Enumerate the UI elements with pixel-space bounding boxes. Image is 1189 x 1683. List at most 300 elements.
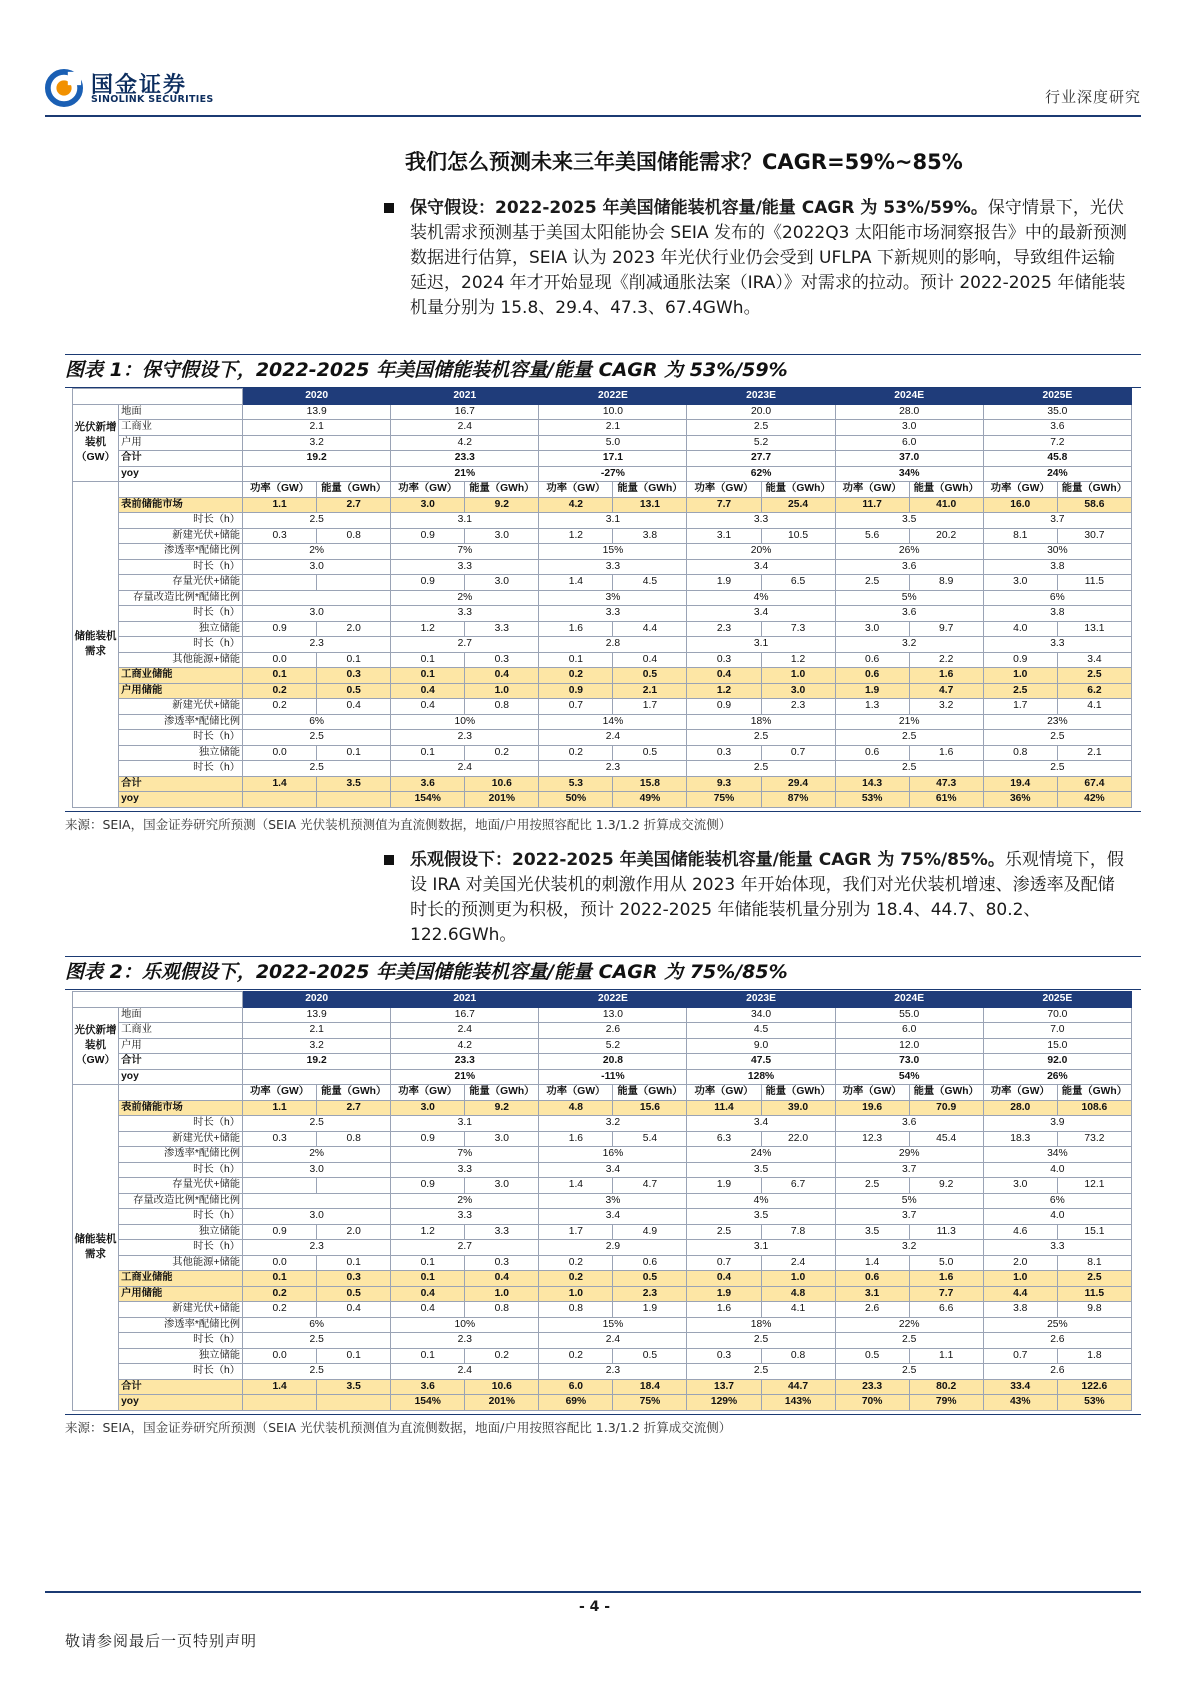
power-cell: 8.1 — [983, 528, 1057, 544]
row-label: 户用储能 — [119, 1286, 243, 1302]
data-cell: 3.2 — [243, 435, 391, 451]
power-cell: 0.7 — [983, 1348, 1057, 1364]
paragraph-optimistic-body: 乐观情境下，假设 IRA 对美国光伏装机的刺激作用从 2023 年开始体现，我们对光伏装机增速、渗透率及配储时长的预测更为积极，预计 2022-2025 年储能装机量分别为 18.4、44.7、80.2、122.6GWh。 — [410, 850, 1124, 945]
row-label: 存量改造比例*配储比例 — [119, 1193, 243, 1209]
merged-cell: 14% — [539, 714, 687, 730]
power-cell: 0.8 — [983, 745, 1057, 761]
energy-header-cell: 能量（GWh） — [465, 482, 539, 498]
paragraph-conservative-body: 保守情景下，光伏装机需求预测基于美国太阳能协会 SEIA 发布的《2022Q3 太阳能市场洞察报告》中的最新预测数据进行估算，SEIA 认为 2023 年光伏行业仍会受到 UFLPA 下新规则的影响，导致组件运输延迟，2024 年才开始显现《削减通胀法案（IRA）》对需求的拉动。预计 2022-2025 年储能装机量分别为 15.8、29.4、47.3、67.4GWh。 — [410, 198, 1127, 318]
merged-cell: 3.1 — [539, 513, 687, 529]
energy-cell: 45.4 — [909, 1131, 983, 1147]
energy-cell: 80.2 — [909, 1379, 983, 1395]
es-group-label: 储能装机需求 — [73, 482, 119, 808]
energy-cell: 0.5 — [613, 1348, 687, 1364]
storage-row — [73, 1348, 1132, 1364]
merged-cell: 34% — [983, 1147, 1131, 1163]
power-cell: 13.7 — [687, 1379, 761, 1395]
energy-header-cell: 能量（GWh） — [1057, 1085, 1131, 1101]
power-cell: 0.7 — [687, 1255, 761, 1271]
data-cell: 15.0 — [983, 1038, 1131, 1054]
bullet-square-icon — [384, 203, 394, 213]
row-label: 时长（h） — [119, 606, 243, 622]
merged-cell: 3.3 — [983, 637, 1131, 653]
data-cell: 2.4 — [391, 1023, 539, 1039]
storage-row — [73, 528, 1132, 544]
energy-cell: 3.0 — [761, 683, 835, 699]
energy-cell — [317, 1395, 391, 1411]
row-label: 独立储能 — [119, 1224, 243, 1240]
data-cell: 34.0 — [687, 1007, 835, 1023]
row-label: 表前储能市场 — [119, 497, 243, 513]
data-cell: 62% — [687, 466, 835, 482]
energy-cell: 12.1 — [1057, 1178, 1131, 1194]
power-cell: 0.0 — [243, 745, 317, 761]
energy-cell: 2.5 — [1057, 668, 1131, 684]
storage-row — [73, 513, 1132, 529]
merged-cell: 2.5 — [243, 730, 391, 746]
energy-cell: 42% — [1057, 792, 1131, 808]
merged-cell: 24% — [687, 1147, 835, 1163]
energy-cell: 0.4 — [317, 1302, 391, 1318]
row-label: 时长（h） — [119, 559, 243, 575]
data-cell: 21% — [391, 1069, 539, 1085]
power-cell: 11.7 — [835, 497, 909, 513]
energy-header-cell: 能量（GWh） — [1057, 482, 1131, 498]
merged-cell: 20% — [687, 544, 835, 560]
energy-cell: 3.5 — [317, 776, 391, 792]
energy-cell: 1.0 — [761, 668, 835, 684]
energy-cell: 1.0 — [465, 1286, 539, 1302]
row-label: 工商业储能 — [119, 668, 243, 684]
merged-cell: 3.1 — [687, 637, 835, 653]
data-cell: 3.0 — [835, 420, 983, 436]
row-label: yoy — [119, 792, 243, 808]
power-cell: 3.0 — [835, 621, 909, 637]
power-cell: 3.0 — [391, 497, 465, 513]
merged-cell: 6% — [243, 1317, 391, 1333]
power-cell: 16.0 — [983, 497, 1057, 513]
data-cell: 4.2 — [391, 1038, 539, 1054]
merged-cell: 3.3 — [687, 513, 835, 529]
power-cell: 0.1 — [391, 745, 465, 761]
energy-cell: 0.8 — [317, 1131, 391, 1147]
energy-cell: 0.3 — [317, 1271, 391, 1287]
energy-cell: 13.1 — [613, 497, 687, 513]
energy-header-cell: 能量（GWh） — [317, 482, 391, 498]
energy-cell: 2.7 — [317, 497, 391, 513]
power-cell: 0.9 — [539, 683, 613, 699]
data-cell — [243, 1069, 391, 1085]
energy-cell: 49% — [613, 792, 687, 808]
merged-cell: 3.8 — [983, 606, 1131, 622]
power-cell: 53% — [835, 792, 909, 808]
energy-cell: 13.1 — [1057, 621, 1131, 637]
energy-cell: 3.0 — [465, 528, 539, 544]
energy-cell: 4.8 — [761, 1286, 835, 1302]
power-cell: 4.4 — [983, 1286, 1057, 1302]
energy-cell: 7.7 — [909, 1286, 983, 1302]
storage-row — [73, 621, 1132, 637]
merged-cell: 2.5 — [835, 1333, 983, 1349]
pv-group-label: 光伏新增装机（GW） — [73, 404, 119, 482]
energy-cell: 1.9 — [613, 1302, 687, 1318]
year-header-cell: 2020 — [243, 389, 391, 405]
merged-cell: 2.5 — [243, 1364, 391, 1380]
row-label: 独立储能 — [119, 745, 243, 761]
energy-cell: 0.1 — [317, 652, 391, 668]
storage-row — [73, 606, 1132, 622]
storage-row — [73, 497, 1132, 513]
merged-cell: 3.6 — [835, 559, 983, 575]
merged-cell: 3.4 — [687, 1116, 835, 1132]
power-cell: 0.1 — [391, 1271, 465, 1287]
energy-cell: 5.0 — [909, 1255, 983, 1271]
header-divider — [45, 115, 1141, 117]
energy-cell: 1.6 — [909, 668, 983, 684]
energy-cell: 11.5 — [1057, 575, 1131, 591]
storage-row — [73, 1317, 1132, 1333]
merged-cell: 2.4 — [539, 730, 687, 746]
energy-cell: 67.4 — [1057, 776, 1131, 792]
energy-cell: 3.2 — [909, 699, 983, 715]
power-header-cell: 功率（GW） — [687, 1085, 761, 1101]
power-cell: 3.0 — [983, 1178, 1057, 1194]
power-cell: 0.1 — [391, 668, 465, 684]
storage-row — [73, 590, 1132, 606]
energy-cell: 0.1 — [317, 745, 391, 761]
power-cell: 0.9 — [391, 575, 465, 591]
power-header-cell: 功率（GW） — [687, 482, 761, 498]
data-cell: 2.1 — [243, 1023, 391, 1039]
merged-cell: 6% — [983, 1193, 1131, 1209]
power-cell: 1.2 — [687, 683, 761, 699]
source-divider — [65, 811, 1141, 812]
power-header-cell: 功率（GW） — [539, 482, 613, 498]
merged-cell: 3.7 — [983, 513, 1131, 529]
energy-cell: 0.1 — [317, 1348, 391, 1364]
power-cell: 9.3 — [687, 776, 761, 792]
merged-cell: 26% — [835, 544, 983, 560]
merged-cell: 3.9 — [983, 1116, 1131, 1132]
footer-divider — [45, 1591, 1141, 1593]
merged-cell: 3.4 — [687, 559, 835, 575]
data-cell — [243, 466, 391, 482]
power-cell: 0.0 — [243, 1255, 317, 1271]
power-cell: 0.3 — [243, 1131, 317, 1147]
power-cell: 1.9 — [687, 1286, 761, 1302]
energy-cell: 11.5 — [1057, 1286, 1131, 1302]
merged-cell: 3.0 — [243, 559, 391, 575]
merged-cell: 2.5 — [835, 761, 983, 777]
row-label: 户用储能 — [119, 683, 243, 699]
power-cell: 3.1 — [835, 1286, 909, 1302]
power-cell: 0.6 — [835, 1271, 909, 1287]
power-cell: 1.2 — [539, 528, 613, 544]
energy-cell: 2.5 — [1057, 1271, 1131, 1287]
merged-cell: 2.7 — [391, 1240, 539, 1256]
data-cell: 54% — [835, 1069, 983, 1085]
year-header-row — [73, 389, 1132, 405]
power-cell: 3.1 — [687, 528, 761, 544]
data-cell: 20.0 — [687, 404, 835, 420]
merged-cell: 2.5 — [835, 730, 983, 746]
data-cell: 2.4 — [391, 420, 539, 436]
power-cell: 129% — [687, 1395, 761, 1411]
merged-cell: 3.5 — [835, 513, 983, 529]
power-cell: 0.2 — [539, 745, 613, 761]
paragraph-optimistic — [410, 848, 1130, 948]
footer-disclaimer: 敬请参阅最后一页特别声明 — [65, 1632, 258, 1650]
power-cell: 0.4 — [687, 668, 761, 684]
power-cell: 12.3 — [835, 1131, 909, 1147]
energy-cell: 0.5 — [317, 683, 391, 699]
merged-cell: 3.1 — [687, 1240, 835, 1256]
energy-cell: 2.3 — [613, 1286, 687, 1302]
figure-1-table — [72, 388, 1132, 808]
energy-cell: 1.1 — [909, 1348, 983, 1364]
row-label: 渗透率*配储比例 — [119, 1147, 243, 1163]
energy-cell: 73.2 — [1057, 1131, 1131, 1147]
power-cell: 0.2 — [539, 1255, 613, 1271]
merged-cell: 2.9 — [539, 1240, 687, 1256]
merged-cell: 2.3 — [539, 761, 687, 777]
data-cell: 5.2 — [687, 435, 835, 451]
power-cell: 2.3 — [687, 621, 761, 637]
merged-cell: 2.5 — [243, 1333, 391, 1349]
year-header-cell: 2024E — [835, 389, 983, 405]
merged-cell: 2.5 — [835, 1364, 983, 1380]
storage-row — [73, 637, 1132, 653]
power-cell: 1.4 — [539, 1178, 613, 1194]
power-header-cell: 功率（GW） — [243, 1085, 317, 1101]
power-cell: 19.6 — [835, 1100, 909, 1116]
row-label: yoy — [119, 466, 243, 482]
power-cell: 0.9 — [243, 1224, 317, 1240]
merged-cell: 2% — [243, 544, 391, 560]
storage-row — [73, 1395, 1132, 1411]
pv-row — [73, 404, 1132, 420]
merged-cell: 3.3 — [391, 1162, 539, 1178]
data-cell: 23.3 — [391, 451, 539, 467]
merged-cell: 4% — [687, 1193, 835, 1209]
power-cell: 50% — [539, 792, 613, 808]
energy-cell: 0.5 — [613, 1271, 687, 1287]
power-cell: 0.1 — [391, 652, 465, 668]
merged-cell — [243, 1193, 391, 1209]
power-header-cell: 功率（GW） — [391, 482, 465, 498]
merged-cell: 3.2 — [835, 637, 983, 653]
row-label: 户用 — [119, 1038, 243, 1054]
energy-cell: 1.8 — [1057, 1348, 1131, 1364]
subheader-blank-cell — [119, 482, 243, 498]
power-cell: 6.3 — [687, 1131, 761, 1147]
storage-row — [73, 575, 1132, 591]
merged-cell: 2% — [243, 1147, 391, 1163]
row-label: 独立储能 — [119, 621, 243, 637]
row-label: 时长（h） — [119, 730, 243, 746]
merged-cell: 2.3 — [391, 1333, 539, 1349]
merged-cell: 15% — [539, 1317, 687, 1333]
merged-cell: 3.4 — [539, 1162, 687, 1178]
year-header-cell: 2022E — [539, 389, 687, 405]
energy-cell: 0.3 — [317, 668, 391, 684]
energy-cell: 87% — [761, 792, 835, 808]
data-cell: 2.5 — [687, 420, 835, 436]
power-header-cell: 功率（GW） — [983, 1085, 1057, 1101]
row-label: 合计 — [119, 776, 243, 792]
power-cell: 0.7 — [539, 699, 613, 715]
power-cell: 11.4 — [687, 1100, 761, 1116]
row-label: 时长（h） — [119, 637, 243, 653]
row-label: 时长（h） — [119, 1240, 243, 1256]
merged-cell: 2.5 — [243, 761, 391, 777]
pv-row — [73, 451, 1132, 467]
merged-cell: 3% — [539, 1193, 687, 1209]
power-cell: 2.0 — [983, 1255, 1057, 1271]
power-cell: 0.0 — [243, 652, 317, 668]
year-header-cell: 2021 — [391, 992, 539, 1008]
energy-cell: 9.8 — [1057, 1302, 1131, 1318]
energy-cell: 25.4 — [761, 497, 835, 513]
merged-cell: 2.5 — [687, 1333, 835, 1349]
merged-cell: 3.1 — [391, 1116, 539, 1132]
data-cell: 35.0 — [983, 404, 1131, 420]
row-label: 时长（h） — [119, 1162, 243, 1178]
storage-row — [73, 668, 1132, 684]
page-title: 我们怎么预测未来三年美国储能需求？CAGR=59%~85% — [405, 150, 963, 174]
energy-cell: 10.5 — [761, 528, 835, 544]
power-cell: 3.8 — [983, 1302, 1057, 1318]
energy-cell: 0.7 — [761, 745, 835, 761]
power-cell: 0.4 — [391, 1286, 465, 1302]
energy-cell: 10.6 — [465, 1379, 539, 1395]
energy-cell: 3.3 — [465, 621, 539, 637]
row-label: 存量光伏+储能 — [119, 575, 243, 591]
energy-cell: 0.4 — [317, 699, 391, 715]
merged-cell: 4.0 — [983, 1162, 1131, 1178]
power-cell — [243, 1395, 317, 1411]
row-label: 时长（h） — [119, 1116, 243, 1132]
energy-header-cell: 能量（GWh） — [909, 482, 983, 498]
energy-header-cell: 能量（GWh） — [465, 1085, 539, 1101]
pv-row — [73, 420, 1132, 436]
energy-cell: 8.1 — [1057, 1255, 1131, 1271]
energy-cell: 47.3 — [909, 776, 983, 792]
data-cell: 7.2 — [983, 435, 1131, 451]
data-cell: 13.9 — [243, 1007, 391, 1023]
power-cell: 1.3 — [835, 699, 909, 715]
power-cell: 70% — [835, 1395, 909, 1411]
merged-cell: 3% — [539, 590, 687, 606]
merged-cell: 2.5 — [687, 1364, 835, 1380]
figure-2-source: 来源：SEIA，国金证券研究所预测（SEIA 光伏装机预测值为直流侧数据，地面/户用按照容配比 1.3/1.2 折算成交流侧） — [65, 1420, 732, 1435]
data-cell: 13.0 — [539, 1007, 687, 1023]
power-cell: 0.4 — [391, 683, 465, 699]
paragraph-conservative — [410, 196, 1130, 321]
power-cell: 1.0 — [539, 1286, 613, 1302]
data-cell: 34% — [835, 466, 983, 482]
data-cell: 2.1 — [539, 420, 687, 436]
year-header-row — [73, 992, 1132, 1008]
storage-row — [73, 1209, 1132, 1225]
row-label: 时长（h） — [119, 1209, 243, 1225]
data-cell: 5.0 — [539, 435, 687, 451]
merged-cell: 18% — [687, 1317, 835, 1333]
merged-cell: 3.0 — [243, 1162, 391, 1178]
data-cell: -27% — [539, 466, 687, 482]
power-cell: 1.6 — [539, 1131, 613, 1147]
merged-cell: 2.4 — [391, 1364, 539, 1380]
energy-cell: 4.5 — [613, 575, 687, 591]
figure-1-source: 来源：SEIA，国金证券研究所预测（SEIA 光伏装机预测值为直流侧数据，地面/户用按照容配比 1.3/1.2 折算成交流侧） — [65, 817, 732, 832]
row-label: 新建光伏+储能 — [119, 528, 243, 544]
data-cell: 2.6 — [539, 1023, 687, 1039]
power-cell: 1.4 — [835, 1255, 909, 1271]
data-cell: 10.0 — [539, 404, 687, 420]
merged-cell: 2.6 — [983, 1364, 1131, 1380]
energy-cell: 75% — [613, 1395, 687, 1411]
power-cell: 1.9 — [687, 1178, 761, 1194]
energy-cell: 3.0 — [465, 1131, 539, 1147]
energy-cell: 18.4 — [613, 1379, 687, 1395]
energy-cell: 3.3 — [465, 1224, 539, 1240]
storage-row — [73, 1193, 1132, 1209]
energy-cell: 22.0 — [761, 1131, 835, 1147]
merged-cell: 3.2 — [539, 1116, 687, 1132]
merged-cell: 3.1 — [391, 513, 539, 529]
energy-cell: 1.6 — [909, 1271, 983, 1287]
merged-cell: 6% — [243, 714, 391, 730]
header-blank-cell — [73, 389, 243, 405]
energy-cell: 1.0 — [761, 1271, 835, 1287]
merged-cell: 29% — [835, 1147, 983, 1163]
data-cell: 47.5 — [687, 1054, 835, 1070]
row-label: 独立储能 — [119, 1348, 243, 1364]
merged-cell: 2.3 — [243, 1240, 391, 1256]
storage-row — [73, 699, 1132, 715]
energy-cell: 0.5 — [613, 745, 687, 761]
row-label: 渗透率*配储比例 — [119, 1317, 243, 1333]
merged-cell: 4.0 — [983, 1209, 1131, 1225]
power-cell: 43% — [983, 1395, 1057, 1411]
data-cell: 16.7 — [391, 404, 539, 420]
energy-cell: 6.5 — [761, 575, 835, 591]
data-cell: 21% — [391, 466, 539, 482]
pv-row — [73, 435, 1132, 451]
energy-cell — [317, 792, 391, 808]
merged-cell: 3.3 — [391, 1209, 539, 1225]
power-cell: 0.2 — [243, 1286, 317, 1302]
power-cell: 33.4 — [983, 1379, 1057, 1395]
energy-cell: 9.2 — [909, 1178, 983, 1194]
row-label: 合计 — [119, 1054, 243, 1070]
energy-cell: 4.7 — [613, 1178, 687, 1194]
figure-2-title-text: 图表 2：乐观假设下，2022-2025 年美国储能装机容量/能量 CAGR 为 75%/85% — [65, 961, 788, 983]
merged-cell: 5% — [835, 590, 983, 606]
power-cell: 0.2 — [243, 1302, 317, 1318]
energy-cell: 0.4 — [465, 1271, 539, 1287]
energy-cell: 2.4 — [761, 1255, 835, 1271]
energy-cell: 0.8 — [761, 1348, 835, 1364]
merged-cell: 2% — [391, 1193, 539, 1209]
energy-cell: 58.6 — [1057, 497, 1131, 513]
power-cell: 0.4 — [391, 1302, 465, 1318]
merged-cell: 3.3 — [539, 606, 687, 622]
energy-cell: 4.4 — [613, 621, 687, 637]
power-cell: 1.9 — [687, 575, 761, 591]
energy-cell: 0.5 — [613, 668, 687, 684]
energy-cell: 0.3 — [465, 1255, 539, 1271]
